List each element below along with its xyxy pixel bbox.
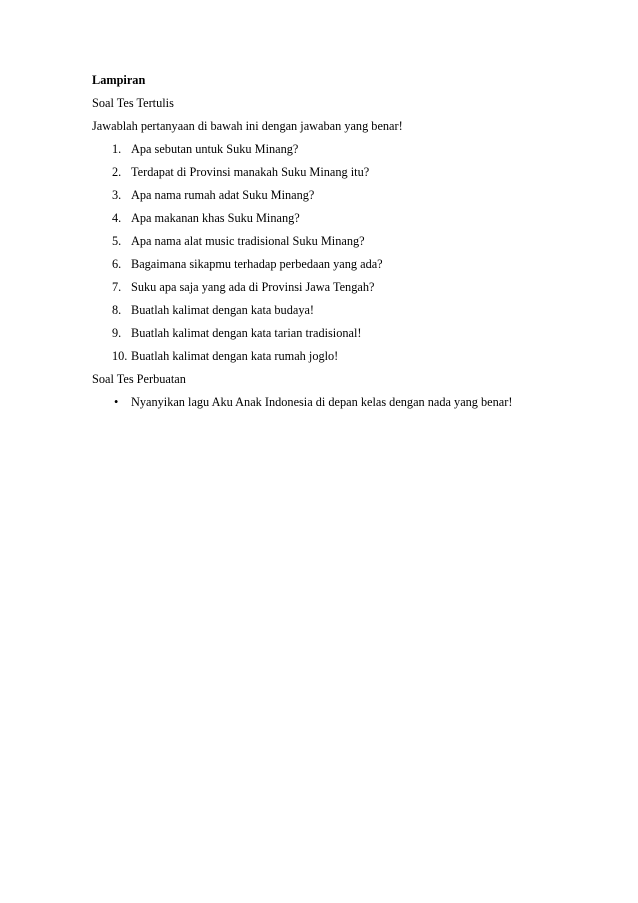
document-content <box>92 69 592 414</box>
task-list <box>92 391 592 414</box>
question-text: Buatlah kalimat dengan kata tarian tradisional! <box>131 326 362 340</box>
section-heading-practical: Soal Tes Perbuatan <box>92 372 186 386</box>
list-item <box>92 138 592 161</box>
document-title: Lampiran <box>92 73 146 87</box>
question-number: 3. <box>112 188 122 202</box>
question-number: 5. <box>112 234 122 248</box>
question-number: 2. <box>112 165 122 179</box>
list-item <box>92 230 592 253</box>
question-text: Bagaimana sikapmu terhadap perbedaan yang ada? <box>131 257 383 271</box>
question-text: Apa makanan khas Suku Minang? <box>131 211 300 225</box>
list-item <box>92 207 592 230</box>
question-text: Apa nama alat music tradisional Suku Minang? <box>131 234 365 248</box>
question-text: Suku apa saja yang ada di Provinsi Jawa Tengah? <box>131 280 375 294</box>
question-number: 1. <box>112 142 122 156</box>
list-item <box>92 276 592 299</box>
list-item <box>92 391 592 414</box>
question-text: Apa sebutan untuk Suku Minang? <box>131 142 299 156</box>
question-text: Buatlah kalimat dengan kata budaya! <box>131 303 315 317</box>
question-text: Apa nama rumah adat Suku Minang? <box>131 188 315 202</box>
list-item <box>92 299 592 322</box>
bullet-icon: • <box>114 395 119 409</box>
list-item <box>92 322 592 345</box>
list-item <box>92 161 592 184</box>
task-text: Nyanyikan lagu Aku Anak Indonesia di depan kelas dengan nada yang benar! <box>131 395 513 409</box>
question-number: 6. <box>112 257 122 271</box>
question-number: 4. <box>112 211 122 225</box>
question-number: 7. <box>112 280 122 294</box>
instruction-text: Jawablah pertanyaan di bawah ini dengan jawaban yang benar! <box>92 119 403 133</box>
list-item <box>92 253 592 276</box>
section-heading-written: Soal Tes Tertulis <box>92 96 174 110</box>
list-item <box>92 184 592 207</box>
question-text: Terdapat di Provinsi manakah Suku Minang itu? <box>131 165 370 179</box>
question-number: 9. <box>112 326 122 340</box>
question-number: 8. <box>112 303 122 317</box>
question-list <box>92 138 592 368</box>
list-item <box>92 345 592 368</box>
question-text: Buatlah kalimat dengan kata rumah joglo! <box>131 349 339 363</box>
question-number: 10. <box>112 349 128 363</box>
